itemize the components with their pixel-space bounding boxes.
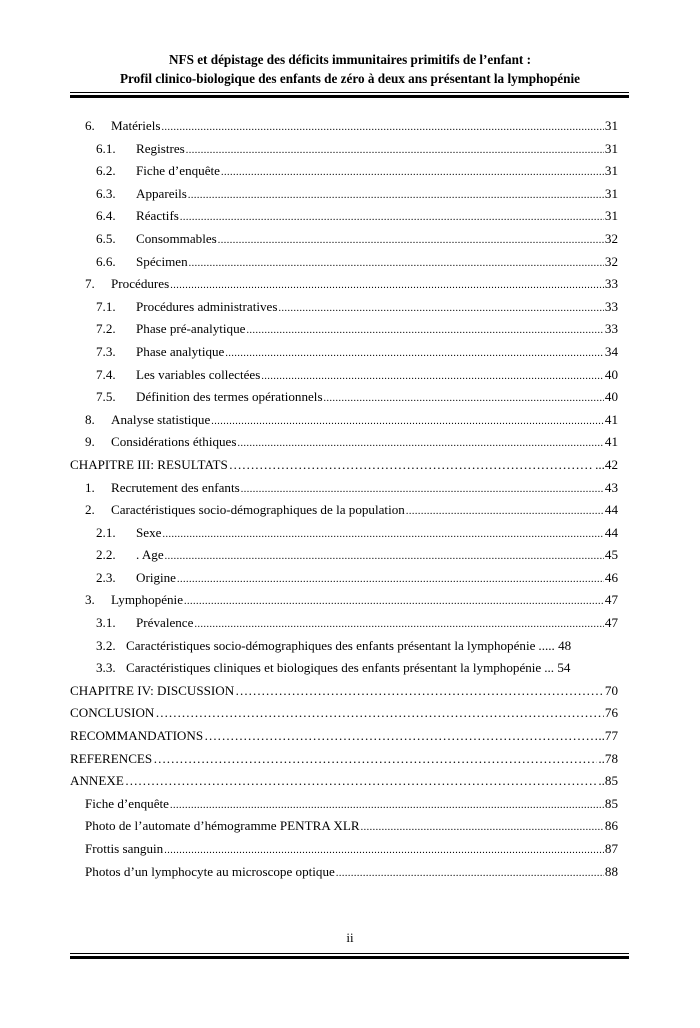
- toc-entry[interactable]: [70, 635, 618, 658]
- toc-number: 2.3.: [96, 569, 116, 585]
- toc-page: 31: [604, 208, 618, 224]
- toc-page: 31: [604, 185, 618, 201]
- toc-label: Photos d’un lymphocyte au microscope optique: [85, 863, 335, 879]
- toc-label: Réactifs: [136, 208, 179, 224]
- toc-number: 6.4.: [96, 208, 116, 224]
- toc-entry[interactable]: [70, 386, 618, 409]
- toc-entry[interactable]: [70, 589, 618, 612]
- toc-leader: [162, 524, 603, 547]
- toc-label: Procédures administratives: [136, 298, 278, 314]
- header-rule-thick: [70, 95, 629, 98]
- toc-chapter-entry[interactable]: [70, 454, 618, 477]
- toc-label: Les variables collectées: [136, 366, 261, 382]
- toc-label: Caractéristiques socio-démographiques de la population: [111, 502, 405, 518]
- toc-label: Fiche d’enquête: [136, 163, 220, 179]
- toc-leader: [194, 614, 603, 637]
- toc-leader: [125, 770, 598, 795]
- toc-entry[interactable]: [70, 861, 618, 884]
- toc-label: Lymphopénie: [111, 592, 184, 608]
- toc-page: 47: [604, 592, 618, 608]
- toc-number: 7.1.: [96, 298, 116, 314]
- toc-label: RECOMMANDATIONS: [70, 728, 204, 744]
- toc-page: ..... 48: [538, 637, 572, 653]
- toc-page: 40: [604, 366, 618, 382]
- toc-page: 33: [604, 276, 618, 292]
- toc-number: 7.5.: [96, 389, 116, 405]
- toc-label: Phase pré-analytique: [136, 321, 246, 337]
- toc-entry[interactable]: [70, 657, 618, 680]
- toc-label: Appareils: [136, 185, 187, 201]
- toc-entry[interactable]: [70, 273, 618, 296]
- toc-page: 31: [604, 163, 618, 179]
- toc-label: Consommables: [136, 230, 217, 246]
- toc-page: 87: [604, 841, 618, 856]
- toc-chapter-entry[interactable]: [70, 702, 618, 725]
- toc-number: 6.5.: [96, 230, 116, 246]
- toc-chapter-entry[interactable]: [70, 770, 618, 793]
- toc-number: 2.2.: [96, 547, 116, 563]
- toc-leader: [170, 275, 604, 298]
- toc-leader: [278, 298, 603, 321]
- toc-page: 32: [604, 253, 618, 269]
- toc-leader: [165, 546, 604, 569]
- toc-number: 6.6.: [96, 253, 116, 269]
- toc-leader: [235, 680, 604, 705]
- toc-leader: [177, 569, 604, 592]
- toc-label: Spécimen: [136, 253, 188, 269]
- toc-page: ..77: [598, 728, 618, 744]
- toc-label: Analyse statistique: [111, 411, 211, 427]
- toc-leader: [229, 454, 594, 479]
- toc-entry[interactable]: [70, 815, 618, 838]
- toc-number: 2.: [85, 502, 95, 518]
- toc-leader: [186, 140, 604, 163]
- toc-label: Recrutement des enfants: [111, 479, 240, 495]
- toc-number: 6.3.: [96, 185, 116, 201]
- toc-leader: [189, 253, 604, 276]
- toc-leader: [336, 863, 604, 886]
- toc-label: . Age: [136, 547, 164, 563]
- toc-chapter-entry[interactable]: [70, 680, 618, 703]
- toc-label: ANNEXE: [70, 773, 124, 789]
- toc-leader: [180, 207, 604, 230]
- toc-entry[interactable]: [70, 499, 618, 522]
- toc-page: 31: [604, 118, 618, 133]
- toc-leader: [204, 725, 597, 750]
- toc-number: 7.4.: [96, 366, 116, 382]
- toc-page: 45: [604, 547, 618, 563]
- toc-label: Matériels: [111, 118, 161, 133]
- toc-chapter-entry[interactable]: [70, 748, 618, 771]
- header-line-2: Profil clinico-biologique des enfants de zéro à deux ans présentant la lymphopénie: [120, 71, 580, 86]
- toc-page: ..85: [598, 773, 618, 789]
- toc-label: CONCLUSION: [70, 705, 155, 721]
- toc-chapter-entry[interactable]: [70, 725, 618, 748]
- toc-page: 86: [604, 818, 618, 834]
- toc-label: CHAPITRE IV: DISCUSSION: [70, 682, 235, 698]
- toc-page: 47: [604, 615, 618, 631]
- toc-page: 33: [604, 298, 618, 314]
- toc-entry[interactable]: [70, 251, 618, 274]
- toc-entry[interactable]: [70, 138, 618, 161]
- toc-entry[interactable]: [70, 296, 618, 319]
- toc-page: 34: [604, 343, 618, 359]
- toc-number: 7.3.: [96, 343, 116, 359]
- toc-entry[interactable]: [70, 205, 618, 228]
- toc-number: 6.: [85, 118, 95, 133]
- toc-label: Fiche d’enquête: [85, 795, 169, 811]
- toc-label: Phase analytique: [136, 343, 225, 359]
- toc-page: 40: [604, 389, 618, 405]
- toc-leader: [161, 117, 603, 140]
- toc-page: 70: [604, 682, 618, 698]
- toc-page: 88: [604, 863, 618, 879]
- toc-entry[interactable]: [70, 838, 618, 861]
- toc-leader: [164, 840, 604, 863]
- footer-rule-thick: [70, 956, 629, 959]
- toc-leader: [184, 591, 604, 614]
- toc-leader: [170, 795, 604, 818]
- toc-entry[interactable]: [70, 522, 618, 545]
- table-of-contents: [70, 115, 618, 883]
- toc-label: Caractéristiques cliniques et biologiques des enfants présentant la lymphopénie: [126, 660, 542, 676]
- toc-leader: [261, 366, 604, 389]
- toc-number: 8.: [85, 411, 95, 427]
- toc-entry[interactable]: [70, 115, 618, 138]
- toc-entry[interactable]: [70, 364, 618, 387]
- toc-entry[interactable]: [70, 477, 618, 500]
- toc-leader: [218, 230, 604, 253]
- toc-label: REFERENCES: [70, 750, 153, 766]
- toc-entry[interactable]: [70, 341, 618, 364]
- toc-page: 76: [604, 705, 618, 721]
- toc-label: Prévalence: [136, 615, 194, 631]
- toc-leader: [211, 411, 604, 434]
- header-line-1: NFS et dépistage des déficits immunitaires primitifs de l’enfant :: [168, 52, 531, 67]
- toc-number: 2.1.: [96, 524, 116, 540]
- header-rule-thin: [70, 92, 629, 93]
- toc-label: Sexe: [136, 524, 162, 540]
- toc-entry[interactable]: [70, 183, 618, 206]
- toc-label: Caractéristiques socio-démographiques des enfants présentant la lymphopénie: [126, 637, 536, 653]
- toc-page: 33: [604, 321, 618, 337]
- page-number: ii: [346, 930, 354, 945]
- toc-label: Définition des termes opérationnels: [136, 389, 323, 405]
- toc-number: 1.: [85, 479, 95, 495]
- toc-page: 44: [604, 524, 618, 540]
- toc-entry[interactable]: [70, 431, 618, 454]
- toc-number: 3.3.: [96, 660, 116, 676]
- running-header: [70, 50, 630, 88]
- toc-number: 7.: [85, 276, 95, 292]
- toc-label: CHAPITRE III: RESULTATS: [70, 456, 228, 472]
- toc-number: 3.2.: [96, 637, 116, 653]
- toc-entry[interactable]: [70, 793, 618, 816]
- toc-label: Photo de l’automate d’hémogramme PENTRA XLR: [85, 818, 360, 834]
- toc-page: 41: [604, 411, 618, 427]
- toc-number: 6.1.: [96, 140, 116, 156]
- toc-leader: [237, 433, 603, 456]
- toc-leader: [188, 185, 604, 208]
- toc-label: Considérations éthiques: [111, 434, 237, 450]
- toc-entry[interactable]: [70, 544, 618, 567]
- toc-leader: [406, 501, 604, 524]
- toc-page: 41: [604, 434, 618, 450]
- toc-leader: [246, 320, 603, 343]
- toc-leader: [324, 388, 604, 411]
- toc-page: 46: [604, 569, 618, 585]
- toc-leader: [241, 479, 604, 502]
- toc-entry[interactable]: [70, 228, 618, 251]
- footer-rule-thin: [70, 953, 629, 954]
- toc-leader: [361, 817, 604, 840]
- toc-number: 9.: [85, 434, 95, 450]
- toc-entry[interactable]: [70, 160, 618, 183]
- toc-leader: [225, 343, 604, 366]
- toc-leader: [221, 162, 604, 185]
- toc-page: 43: [604, 479, 618, 495]
- toc-entry[interactable]: [70, 318, 618, 341]
- toc-leader: [153, 748, 597, 773]
- toc-entry[interactable]: [70, 567, 618, 590]
- toc-page: 31: [604, 140, 618, 156]
- toc-page: ... 54: [544, 660, 571, 676]
- toc-number: 3.: [85, 592, 95, 608]
- toc-page: 44: [604, 502, 618, 518]
- toc-number: 6.2.: [96, 163, 116, 179]
- toc-number: 7.2.: [96, 321, 116, 337]
- toc-page: ...42: [595, 456, 618, 472]
- toc-label: Origine: [136, 569, 176, 585]
- toc-label: Procédures: [111, 276, 170, 292]
- toc-page: 85: [604, 795, 618, 811]
- toc-page: ..78: [598, 750, 618, 766]
- toc-entry[interactable]: [70, 612, 618, 635]
- toc-label: Registres: [136, 140, 185, 156]
- toc-label: Frottis sanguin: [85, 841, 164, 856]
- toc-entry[interactable]: [70, 409, 618, 432]
- toc-page: 32: [604, 230, 618, 246]
- toc-leader: [155, 702, 604, 727]
- toc-number: 3.1.: [96, 615, 116, 631]
